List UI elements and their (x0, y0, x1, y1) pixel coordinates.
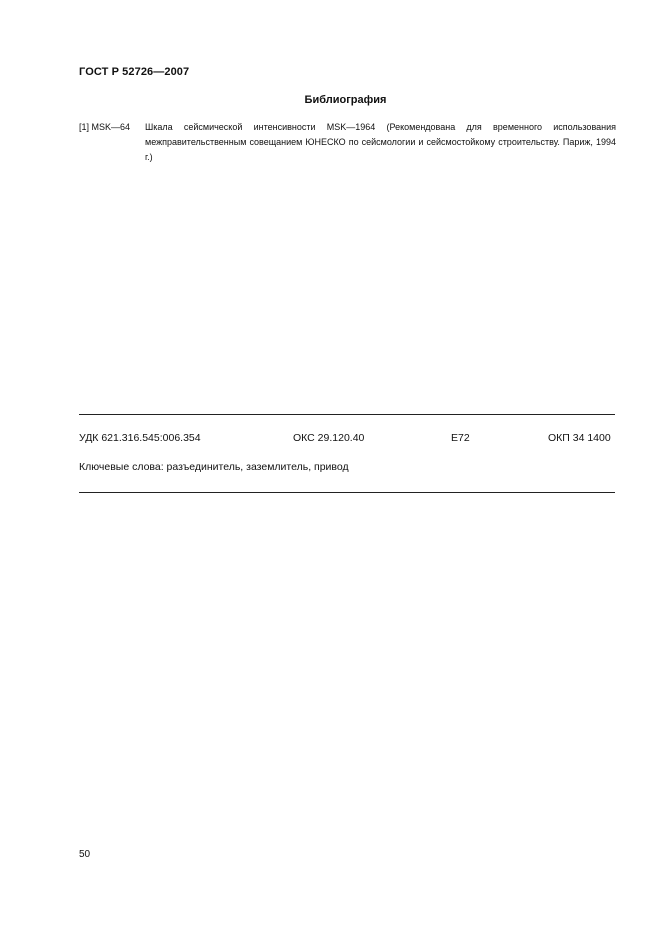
udk-code: УДК 621.316.545:006.354 (79, 432, 201, 444)
bibliography-entry-text: Шкала сейсмической интенсивности MSK—1964 (Рекомендована для временного использования межправительственным совещанием ЮНЕСКО по сейсмологии и сейсмостойкому строительству. Париж, 1994 г.) (145, 122, 616, 162)
page-number: 50 (79, 849, 91, 860)
bottom-divider (79, 492, 615, 493)
document-header: ГОСТ Р 52726—2007 (79, 66, 190, 78)
keywords: Ключевые слова: разъединитель, заземлитель, привод (79, 461, 349, 473)
top-divider (79, 414, 615, 415)
oks-code: ОКС 29.120.40 (293, 432, 365, 444)
bibliography-title: Библиография (304, 94, 387, 106)
category-code: Е72 (451, 432, 470, 444)
bibliography-entry-ref: [1] MSK—64 (79, 122, 131, 132)
okp-code: ОКП 34 1400 (548, 432, 611, 444)
bibliography-entry (79, 120, 616, 165)
